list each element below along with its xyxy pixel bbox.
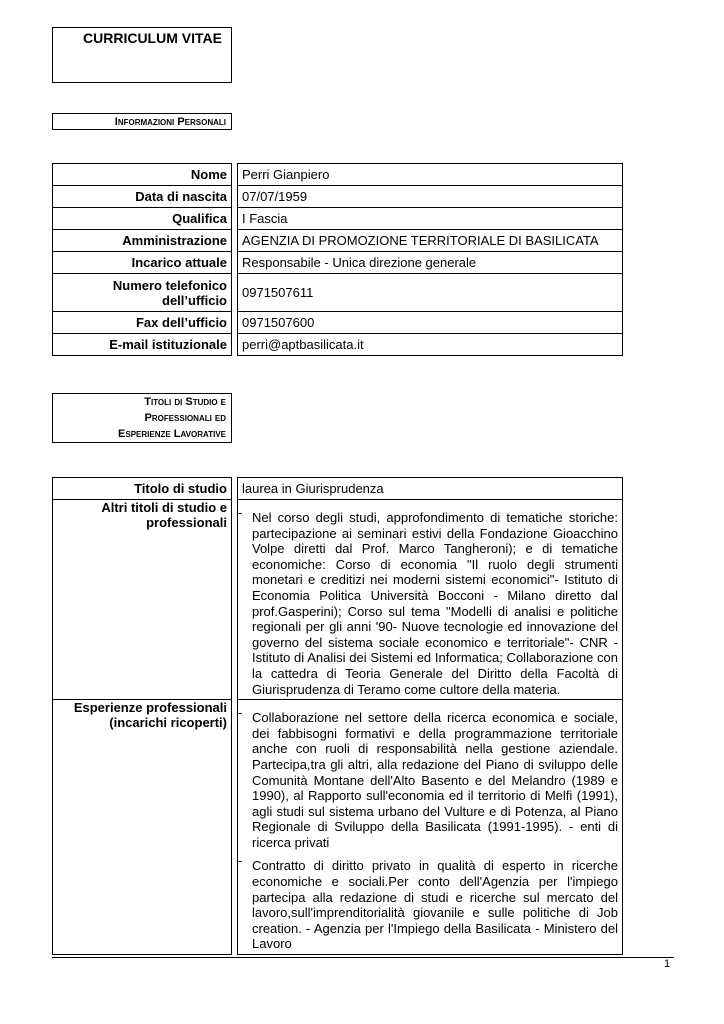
section-header-line: Titoli di Studio e	[144, 396, 226, 408]
label-esperienze: Esperienze professionali (incarichi ricoperti)	[53, 700, 232, 955]
label-nome: Nome	[53, 164, 232, 186]
table-row	[53, 164, 623, 186]
footer-divider	[52, 957, 674, 958]
title-box	[52, 27, 232, 83]
label-altri-titoli: Altri titoli di studio e professionali	[53, 500, 232, 700]
table-row	[53, 186, 623, 208]
page-title: CURRICULUM VITAE	[83, 30, 222, 46]
label-qualifica: Qualifica	[53, 208, 232, 230]
personal-info-table	[52, 163, 623, 356]
label-amministrazione: Amministrazione	[53, 230, 232, 252]
value-qualifica: I Fascia	[238, 208, 623, 230]
table-row	[53, 252, 623, 274]
table-row	[53, 274, 623, 312]
section-header-studies	[52, 393, 232, 443]
section-header-line: Professionali ed	[144, 412, 226, 424]
value-titolo-studio: laurea in Giurisprudenza	[238, 478, 623, 500]
table-row	[53, 312, 623, 334]
table-row	[53, 334, 623, 356]
value-email: perri@aptbasilicata.it	[238, 334, 623, 356]
table-row	[53, 500, 623, 700]
value-data-nascita: 07/07/1959	[238, 186, 623, 208]
label-email: E-mail istituzionale	[53, 334, 232, 356]
label-incarico: Incarico attuale	[53, 252, 232, 274]
label-titolo-studio: Titolo di studio	[53, 478, 232, 500]
value-telefono: 0971507611	[238, 274, 623, 312]
paragraph-esperienza-2: - Contratto di diritto privato in qualità di esperto in ricerche economiche e sociali.Per conto dell'Agenzia per l'impiego partecipa alla redazione di studi e ricerche sul mercato del lavoro,sull'imprenditorialità giovanile e sulle politiche di Job creation. - Agenzia per l'Impiego della Basilicata - Ministero del Lavoro	[242, 858, 618, 952]
page-number: 1	[664, 958, 671, 970]
table-row	[53, 208, 623, 230]
section-header-personal: Informazioni Personali	[52, 113, 232, 130]
value-nome: Perri Gianpiero	[238, 164, 623, 186]
paragraph-esperienza-1: - Collaborazione nel settore della ricerca economica e sociale, dei fabbisogni formativi e della programmazione territoriale anche con ruoli di responsabilità nella gestione aziendale. Partecipa,tra gli altri, alla redazione del Piano di sviluppo delle Comunità Montane dell'Alto Basento e del Melandro (1989 e 1990), al Rapporto sull'economia ed il territorio di Melfi (1991), agli studi sul sistema urbano del Vulture e di Potenza, al Piano Regionale di Sviluppo della Basilicata (1991-1995). - enti di ricerca privati	[242, 710, 618, 850]
table-row	[53, 700, 623, 955]
table-row	[53, 478, 623, 500]
label-fax: Fax dell’ufficio	[53, 312, 232, 334]
studies-table	[52, 477, 623, 955]
value-amministrazione: AGENZIA DI PROMOZIONE TERRITORIALE DI BASILICATA	[238, 230, 623, 252]
label-telefono: Numero telefonico dell’ufficio	[53, 274, 232, 312]
table-row	[53, 230, 623, 252]
value-fax: 0971507600	[238, 312, 623, 334]
paragraph-altri-titoli: - Nel corso degli studi, approfondimento di tematiche storiche: partecipazione ai seminari estivi della Fondazione Gioacchino Volpe diretti dal Prof. Marco Tangheroni); e di tematiche economiche: Corso di economia "Il ruolo degli strumenti monetari e creditizi nei moderni sistemi economici"- Istituto di Economia Politica Università Bocconi - Milano diretto dal prof.Gasperini); Corso sul tema "Modelli di analisi e politiche regionali per gli anni '90- Nuove tecnologie ed innovazione del governo del sistema sociale economico e territoriale"- CNR - Istituto di Analisi dei Sistemi ed Informatica; Collaborazione con la cattedra di Teoria Generale del Diritto della Facoltà di Giurisprudenza di Teramo come cultore della materia.	[242, 510, 618, 697]
value-incarico: Responsabile - Unica direzione generale	[238, 252, 623, 274]
label-data-nascita: Data di nascita	[53, 186, 232, 208]
section-header-line: Esperienze Lavorative	[118, 428, 226, 440]
